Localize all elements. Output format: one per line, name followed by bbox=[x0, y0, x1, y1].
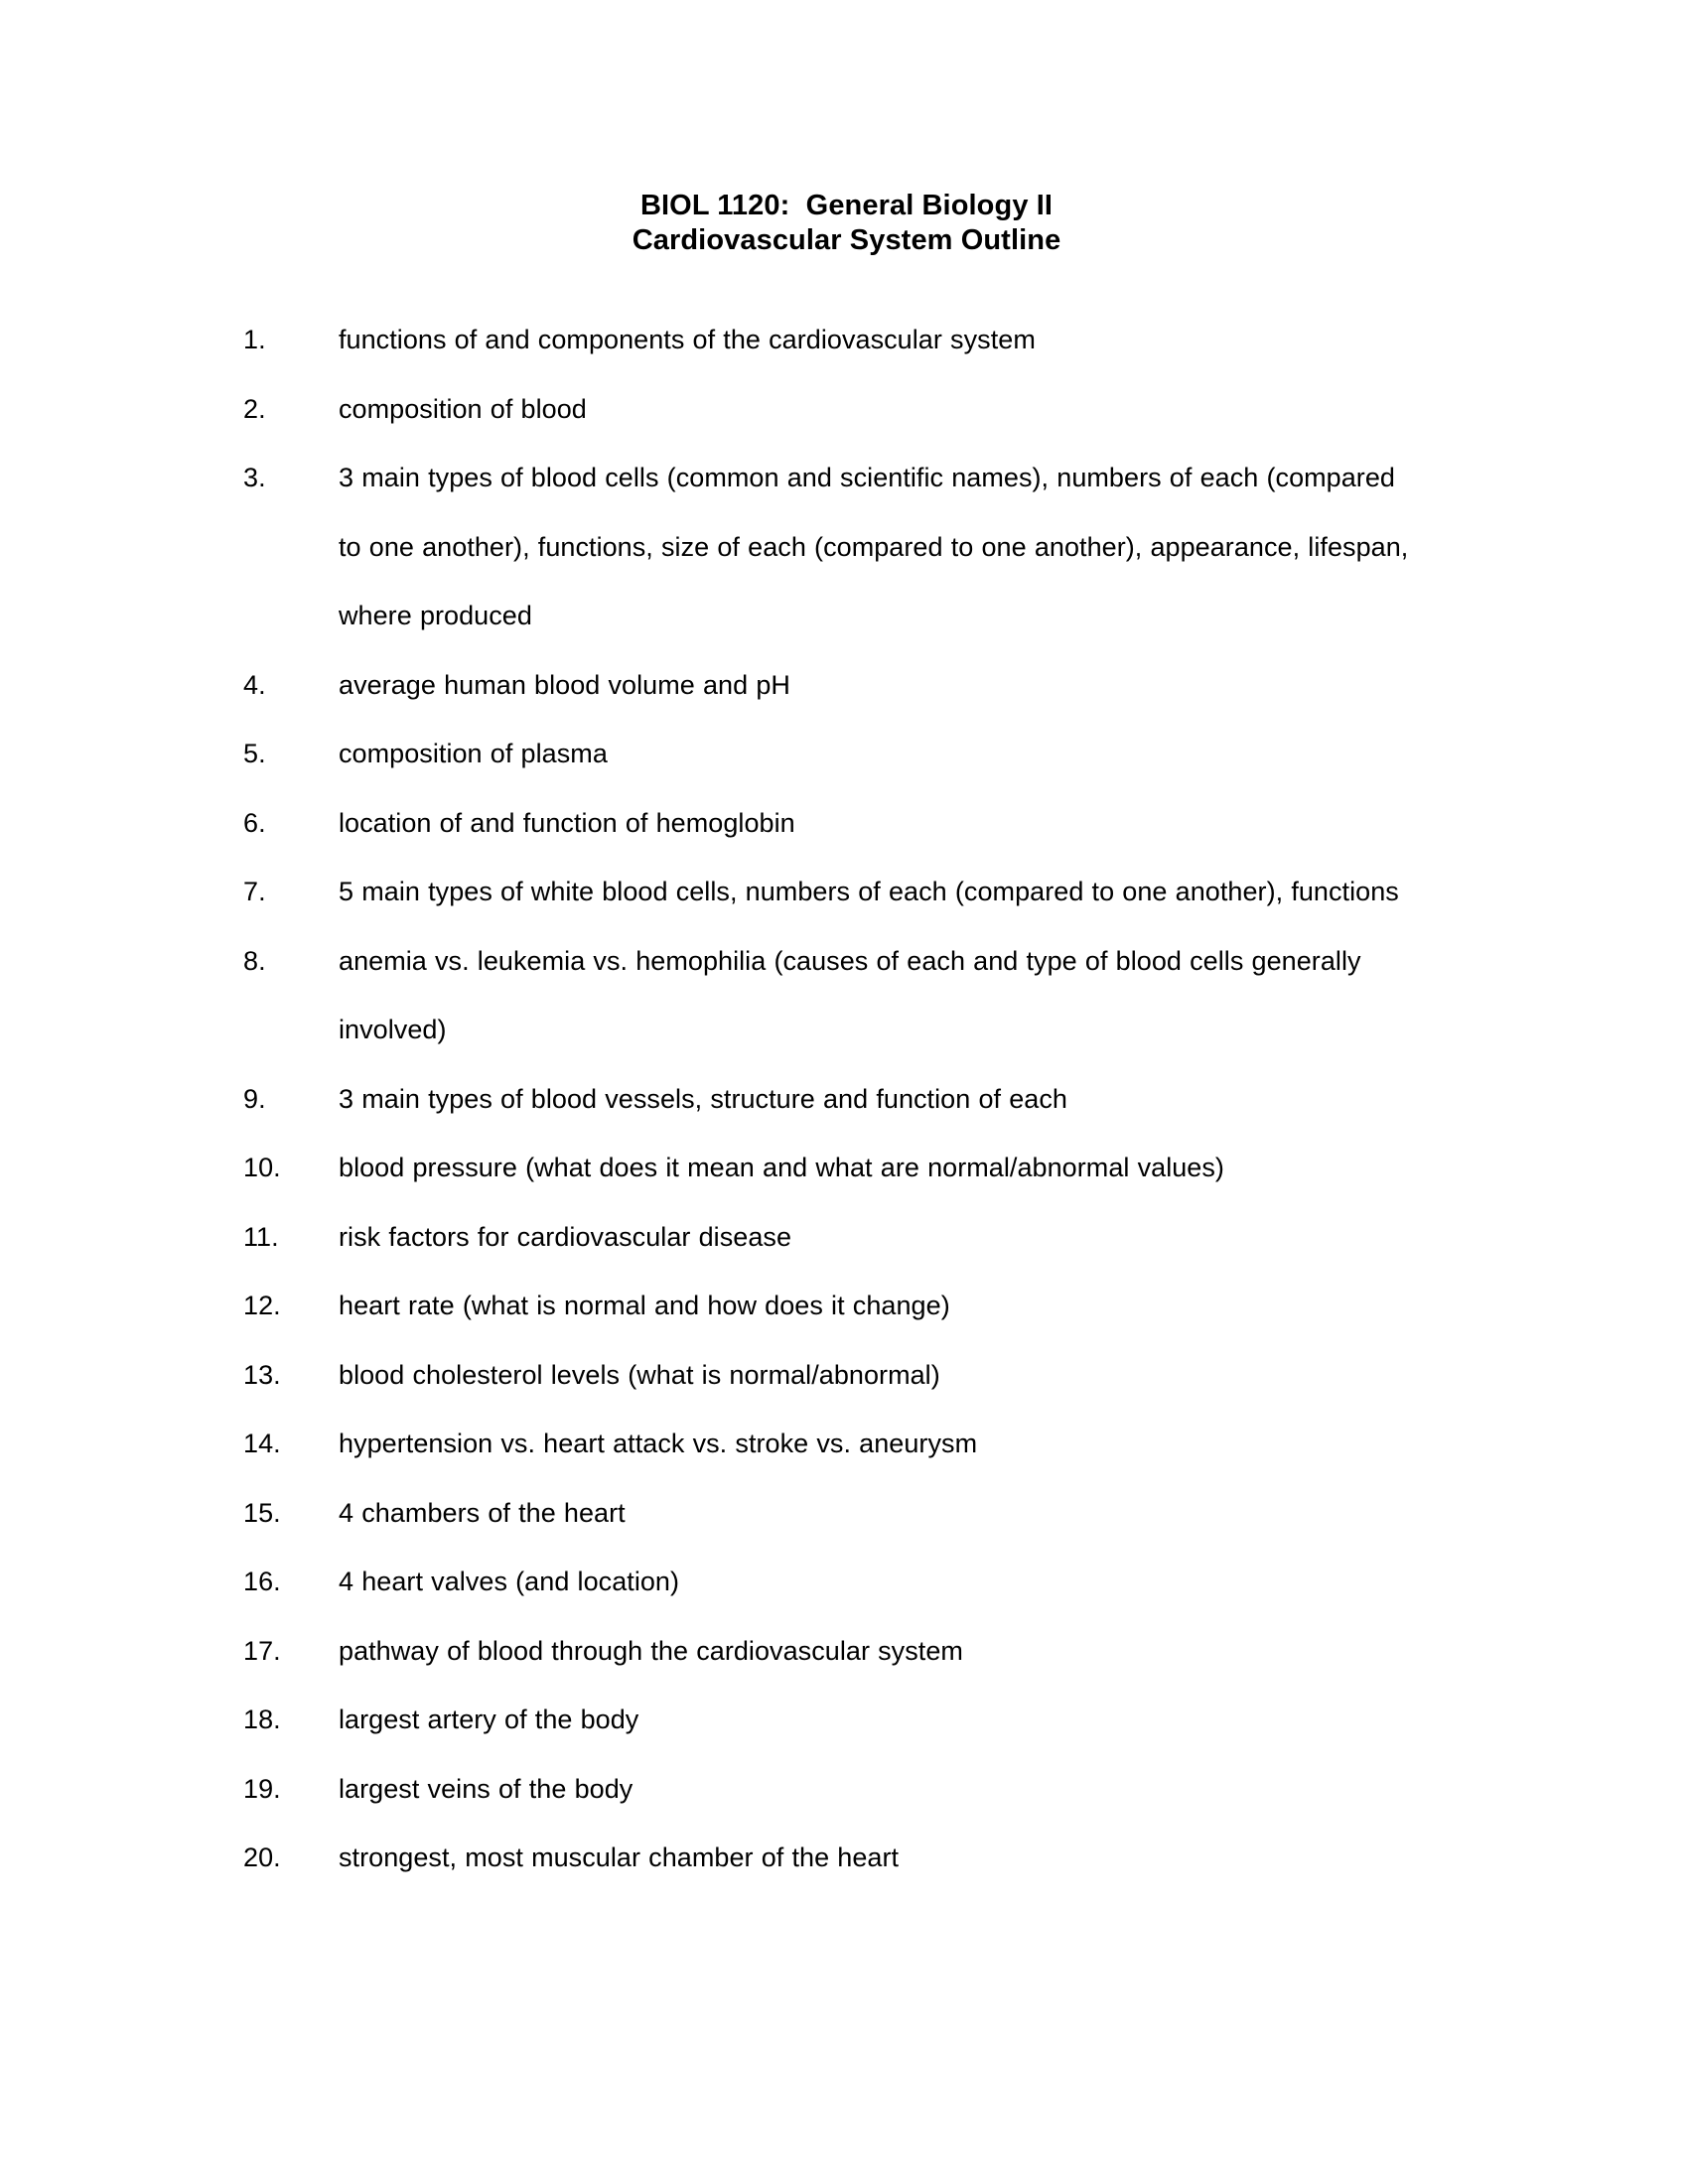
outline-item-5 bbox=[243, 720, 1460, 789]
outline-item-text: composition of blood bbox=[339, 393, 587, 424]
outline-item-number: 9. bbox=[243, 1083, 266, 1114]
outline-item-20 bbox=[243, 1824, 1460, 1893]
outline-item-number: 5. bbox=[243, 739, 266, 768]
outline-item-text: blood pressure (what does it mean and what are normal/abnormal values) bbox=[339, 1153, 1224, 1182]
outline-item-number: 6. bbox=[243, 807, 266, 838]
outline-item-text: 3 main types of blood vessels, structure and function of each bbox=[339, 1083, 1067, 1114]
outline-item-2 bbox=[243, 375, 1460, 445]
title-line-course: BIOL 1120: General Biology II bbox=[639, 190, 1054, 221]
outline-item-18 bbox=[243, 1686, 1460, 1755]
outline-item-number: 2. bbox=[243, 393, 266, 424]
outline-item-19 bbox=[243, 1755, 1460, 1825]
outline-item-6 bbox=[243, 789, 1460, 859]
outline-item-17 bbox=[243, 1617, 1460, 1687]
title-line-subject: Cardiovascular System Outline bbox=[632, 224, 1061, 256]
outline-item-number: 13. bbox=[243, 1359, 281, 1390]
outline-item-number: 19. bbox=[243, 1773, 281, 1804]
outline-item-10 bbox=[243, 1134, 1460, 1203]
outline-item-text: pathway of blood through the cardiovascular system bbox=[339, 1635, 963, 1666]
outline-item-number: 10. bbox=[243, 1153, 281, 1182]
outline-item-number: 4. bbox=[243, 669, 266, 700]
outline-item-number: 20. bbox=[243, 1843, 281, 1872]
outline-item-number: 1. bbox=[243, 325, 266, 354]
outline-item-text: largest veins of the body bbox=[339, 1773, 633, 1804]
outline-item-text: average human blood volume and pH bbox=[339, 669, 790, 700]
outline-item-text: largest artery of the body bbox=[339, 1705, 639, 1734]
outline-item-text: risk factors for cardiovascular disease bbox=[339, 1221, 792, 1252]
outline-item-8 bbox=[243, 927, 1460, 1065]
outline-item-text: hypertension vs. heart attack vs. stroke vs. aneurysm bbox=[339, 1429, 978, 1458]
outline-item-14 bbox=[243, 1410, 1460, 1479]
outline-item-text: functions of and components of the cardiovascular system bbox=[339, 325, 1036, 354]
outline-item-number: 3. bbox=[243, 463, 266, 492]
outline-item-number: 15. bbox=[243, 1497, 281, 1528]
outline-item-12 bbox=[243, 1272, 1460, 1341]
outline-list bbox=[243, 306, 1460, 1893]
outline-item-text: 4 heart valves (and location) bbox=[339, 1567, 680, 1596]
outline-item-15 bbox=[243, 1479, 1460, 1549]
outline-item-text: blood cholesterol levels (what is normal/abnormal) bbox=[339, 1359, 940, 1390]
outline-item-11 bbox=[243, 1203, 1460, 1273]
outline-item-text: strongest, most muscular chamber of the heart bbox=[339, 1843, 900, 1872]
outline-item-text: composition of plasma bbox=[339, 739, 608, 768]
outline-item-13 bbox=[243, 1341, 1460, 1411]
outline-item-number: 16. bbox=[243, 1567, 281, 1596]
outline-item-number: 8. bbox=[243, 945, 266, 976]
outline-item-text: 4 chambers of the heart bbox=[339, 1497, 626, 1528]
outline-item-16 bbox=[243, 1548, 1460, 1617]
outline-item-number: 12. bbox=[243, 1291, 281, 1320]
outline-item-text: location of and function of hemoglobin bbox=[339, 807, 795, 838]
outline-item-1 bbox=[243, 306, 1460, 375]
outline-item-text: heart rate (what is normal and how does it change) bbox=[339, 1291, 950, 1320]
outline-item-4 bbox=[243, 651, 1460, 721]
outline-item-number: 7. bbox=[243, 877, 266, 906]
document-title bbox=[243, 189, 1460, 258]
outline-item-number: 17. bbox=[243, 1635, 281, 1666]
outline-item-text: 5 main types of white blood cells, numbers of each (compared to one another), functions bbox=[339, 877, 1399, 906]
outline-item-text: 3 main types of blood cells (common and scientific names), numbers of each (compared to one another), functions, size of each (compared to one another), appearance, lifespan, where produced bbox=[339, 463, 1409, 630]
outline-item-number: 14. bbox=[243, 1429, 281, 1458]
outline-item-9 bbox=[243, 1065, 1460, 1135]
outline-item-text: anemia vs. leukemia vs. hemophilia (causes of each and type of blood cells generally involved) bbox=[339, 945, 1361, 1044]
outline-item-number: 11. bbox=[243, 1221, 279, 1252]
outline-item-number: 18. bbox=[243, 1705, 281, 1734]
outline-item-3 bbox=[243, 444, 1460, 651]
outline-item-7 bbox=[243, 858, 1460, 927]
